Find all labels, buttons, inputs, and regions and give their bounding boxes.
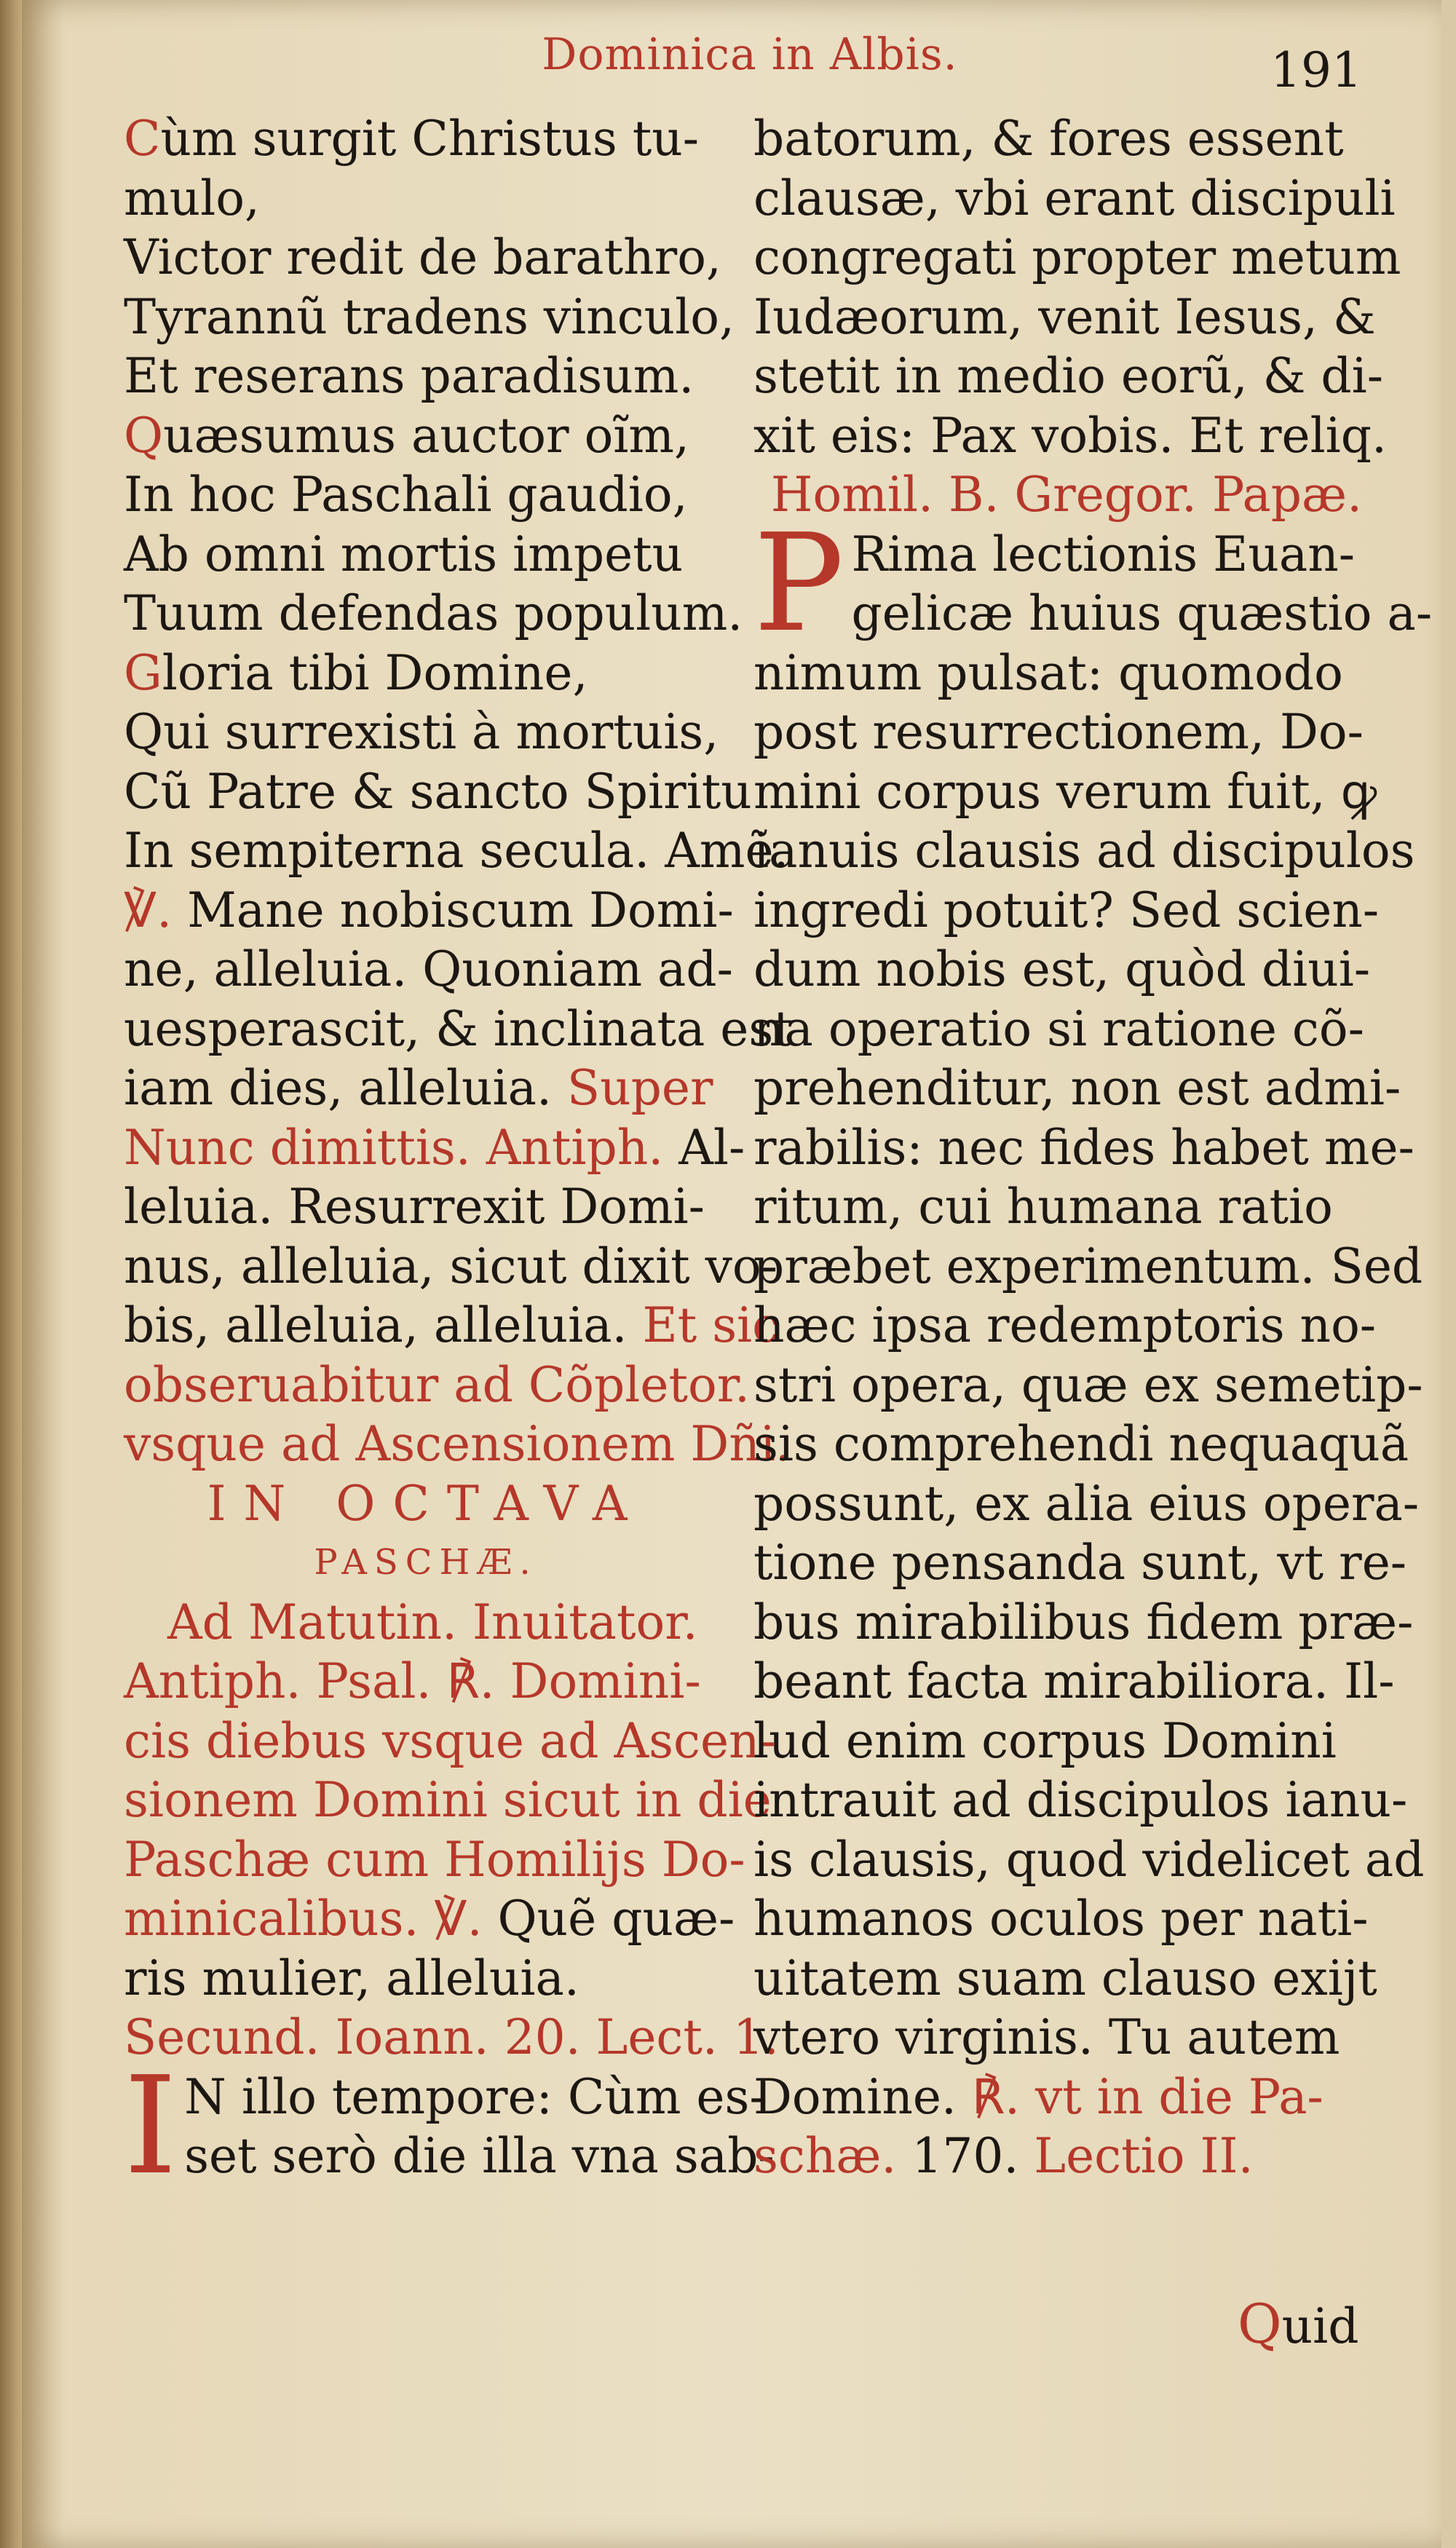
left-line xyxy=(124,1118,745,1178)
body-text: Victor redit de barathro, xyxy=(124,229,721,285)
homily-line: uitatem suam clauso exijt xyxy=(753,1950,1377,2006)
homily-line: possunt, ex alia eius opera- xyxy=(753,1475,1420,1532)
left-line xyxy=(124,1533,728,1593)
left-line xyxy=(124,1889,735,1949)
homily-line: tione pensanda sunt, vt re- xyxy=(753,1535,1407,1591)
homily-line: stri opera, quæ ex semetip- xyxy=(753,1356,1423,1413)
body-text: congregati propter metum xyxy=(753,229,1401,285)
body-text: loria tibi Domine, xyxy=(162,644,588,701)
body-text: Mane nobiscum Domi- xyxy=(172,882,734,938)
homily-line: nimum pulsat: quomodo xyxy=(753,644,1343,701)
homily-line: præbet experimentum. Sed xyxy=(753,1238,1423,1294)
left-line xyxy=(124,1770,772,1830)
red-initial: ℣. xyxy=(124,882,173,938)
body-text: Iudæorum, venit Iesus, & xyxy=(753,288,1376,345)
body-text: Quẽ quæ- xyxy=(482,1891,735,1947)
homily-line: dum nobis est, quòd diui- xyxy=(753,941,1371,997)
rubric-text: Ad Matutin. Inuitator. xyxy=(167,1594,698,1650)
gospel-line: set serò die illa vna sab- xyxy=(184,2128,775,2184)
rubric-text: obseruabitur ad Cõpletor. xyxy=(124,1356,750,1413)
left-line xyxy=(124,109,728,169)
body-text: bis, alleluia, alleluia. xyxy=(124,1297,628,1353)
body-text: Qui surrexisti à mortuis, xyxy=(124,704,719,760)
rubric-text: cis diebus vsque ad Ascen- xyxy=(124,1712,776,1769)
right-line xyxy=(753,288,1380,347)
left-line xyxy=(124,2008,779,2068)
body-text: Tyrannũ tradens vinculo, xyxy=(124,288,735,345)
right-line xyxy=(753,109,1380,169)
left-line xyxy=(124,1652,728,1712)
body-text: ris mulier, alleluia. xyxy=(124,1950,579,2006)
rubric-text: schæ. xyxy=(753,2128,897,2184)
homily-line: Rima lectionis Euan- xyxy=(851,526,1356,582)
body-text: ùm surgit Christus tu- xyxy=(160,111,700,167)
right-line xyxy=(753,465,1380,525)
left-line xyxy=(124,525,728,585)
body-text: Ab omni mortis impetu xyxy=(124,526,684,582)
body-text: xit eis: Pax vobis. Et reliq. xyxy=(753,407,1388,464)
gospel-opening xyxy=(124,2046,775,2204)
red-initial: Q xyxy=(124,407,164,464)
rubric-text: Homil. B. Gregor. Papæ. xyxy=(770,467,1363,523)
homily-line: intrauit ad discipulos ianu- xyxy=(753,1772,1408,1828)
homily-line: na operatio si ratione cõ- xyxy=(753,1000,1364,1057)
folio-number: 191 xyxy=(1270,42,1362,98)
homily-line: ritum, cui humana ratio xyxy=(753,1179,1333,1235)
left-line xyxy=(124,584,743,644)
signature-mark: 170. xyxy=(896,2128,1034,2184)
left-line xyxy=(124,347,728,406)
red-initial: C xyxy=(124,111,161,167)
homily-line: vtero virginis. Tu autem xyxy=(753,2009,1340,2065)
catchword-initial: Q xyxy=(1238,2293,1282,2356)
rubric-text: PASCHÆ. xyxy=(314,1542,538,1583)
body-text: Tuum defendas populum. xyxy=(124,585,743,641)
homily-line: lud enim corpus Domini xyxy=(753,1712,1337,1769)
drop-capital: P xyxy=(753,504,844,662)
gospel-line: N illo tempore: Cùm es- xyxy=(184,2068,766,2125)
body-text: ne, alleluia. Quoniam ad- xyxy=(124,941,733,997)
body-text: mulo, xyxy=(124,170,260,226)
red-initial: G xyxy=(124,644,162,701)
left-line xyxy=(124,1356,750,1415)
left-line xyxy=(124,1000,793,1059)
body-text: uesperascit, & inclinata est xyxy=(124,1000,793,1057)
left-line xyxy=(124,1949,728,2009)
left-line xyxy=(124,228,728,288)
rubric-text: vsque ad Ascensionem Dñi. xyxy=(124,1416,791,1472)
left-line xyxy=(124,1296,780,1356)
signature-line xyxy=(753,2126,1380,2186)
left-line xyxy=(124,406,728,466)
homily-line: bus mirabilibus fidem præ- xyxy=(753,1594,1414,1650)
rubric-text: Paschæ cum Homilijs Do- xyxy=(124,1831,745,1888)
left-line xyxy=(124,1059,728,1118)
left-line xyxy=(124,1593,728,1653)
book-page xyxy=(22,0,1441,2548)
body-text: Al- xyxy=(663,1119,745,1176)
left-line xyxy=(124,644,728,703)
body-text: batorum, & fores essent xyxy=(753,111,1344,167)
drop-capital: I xyxy=(124,2046,178,2204)
left-line xyxy=(124,1474,728,1534)
right-line xyxy=(753,347,1384,406)
rubric-text: minicalibus. ℣. xyxy=(124,1891,483,1947)
left-column xyxy=(124,109,793,2204)
left-line xyxy=(124,1415,791,1474)
homily-line: mini corpus verum fuit, ꝙ xyxy=(753,763,1377,820)
homily-line: prehenditur, non est admi- xyxy=(753,1060,1401,1116)
left-line xyxy=(124,1177,728,1237)
catchword-text: uid xyxy=(1281,2298,1359,2354)
homily-line: post resurrectionem, Do- xyxy=(753,704,1364,760)
body-text: Et reserans paradisum. xyxy=(124,348,695,404)
catchword xyxy=(1238,2293,1359,2356)
homily-line: ianuis clausis ad discipulos xyxy=(753,823,1415,879)
body-text: Cũ Patre & sancto Spiritu xyxy=(124,763,752,820)
left-line xyxy=(124,1830,745,1890)
rubric-tail: ℟. vt in die Pa- xyxy=(956,2068,1324,2125)
page-edge xyxy=(0,0,22,2548)
body-text: clausæ, vbi erant discipuli xyxy=(753,170,1396,226)
left-line xyxy=(124,465,728,525)
left-line xyxy=(124,1237,778,1297)
homily-line: Domine. ℟. vt in die Pa- xyxy=(753,2068,1324,2125)
body-text: nus, alleluia, sicut dixit vo- xyxy=(124,1238,778,1294)
body-text: In hoc Paschali gaudio, xyxy=(124,467,688,523)
left-line xyxy=(124,1712,776,1771)
body-text: iam dies, alleluia. xyxy=(124,1060,552,1116)
left-line xyxy=(124,821,789,881)
body-text: stetit in medio eorũ, & di- xyxy=(753,348,1384,404)
rubric-text: IN OCTAVA xyxy=(207,1475,645,1532)
left-line xyxy=(124,169,728,229)
right-line xyxy=(753,406,1388,466)
homily-line: ingredi potuit? Sed scien- xyxy=(753,882,1380,938)
homily-line: sis comprehendi nequaquã xyxy=(753,1416,1409,1472)
rubric-tail: Super xyxy=(551,1060,713,1116)
right-column xyxy=(753,109,1433,2186)
body-text: In sempiterna secula. Amẽ. xyxy=(124,823,789,879)
homily-line: gelicæ huius quæstio a- xyxy=(851,585,1433,641)
rubric-text: sionem Domini sicut in die xyxy=(124,1772,772,1828)
rubric-text: Antiph. Psal. ℟. Domini- xyxy=(124,1653,701,1709)
lectio-label: Lectio II. xyxy=(1034,2128,1254,2184)
homily-line: is clausis, quod videlicet ad xyxy=(753,1831,1425,1888)
homily-line: hæc ipsa redemptoris no- xyxy=(753,1297,1377,1353)
left-line xyxy=(124,881,734,941)
right-line xyxy=(753,228,1401,288)
right-line xyxy=(753,169,1396,229)
body-text: leluia. Resurrexit Domi- xyxy=(124,1179,705,1235)
homily-block xyxy=(753,504,1433,2186)
homily-line: humanos oculos per nati- xyxy=(753,1891,1369,1947)
running-head: Dominica in Albis. xyxy=(542,29,958,80)
left-line xyxy=(124,288,735,347)
left-line xyxy=(124,762,752,822)
rubric-text: Nunc dimittis. Antiph. xyxy=(124,1119,664,1176)
left-line xyxy=(124,940,733,1000)
body-text: uæsumus auctor oĩm, xyxy=(163,407,689,464)
rubric-text: Secund. Ioann. 20. Lect. 1. xyxy=(124,2009,779,2065)
homily-line: beant facta mirabiliora. Il- xyxy=(753,1653,1395,1709)
rubric-tail: Et sic xyxy=(627,1297,780,1353)
left-line xyxy=(124,703,728,762)
homily-line: rabilis: nec fides habet me- xyxy=(753,1119,1415,1176)
